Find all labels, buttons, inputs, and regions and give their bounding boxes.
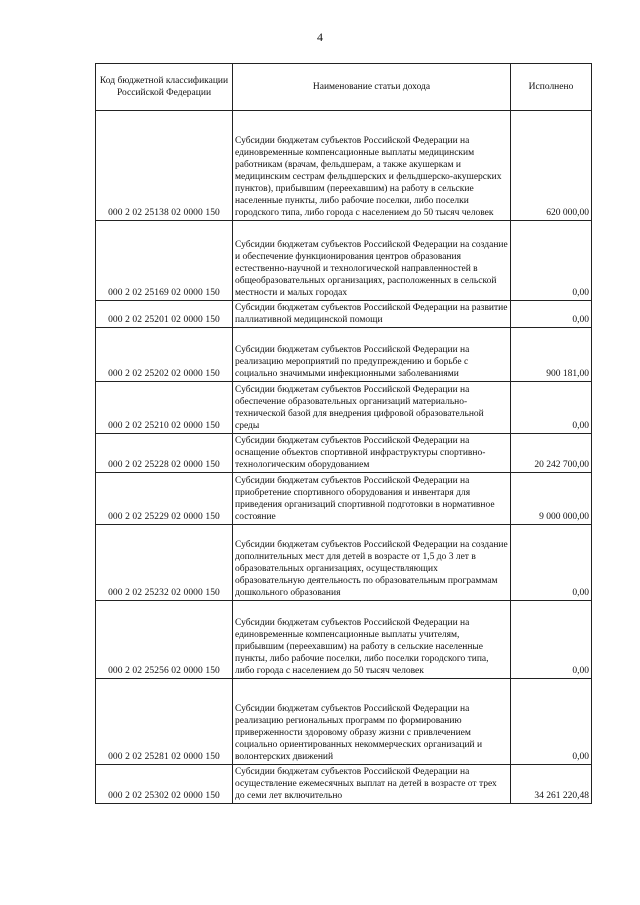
row-amount: 0,00 [511,301,592,328]
row-amount: 0,00 [511,221,592,301]
header-name: Наименование статьи дохода [233,64,511,111]
table-row [96,111,592,221]
row-amount: 0,00 [511,679,592,765]
row-name: Субсидии бюджетам субъектов Российской Федерации на реализацию мероприятий по предупреждению и борьбе с социально значимыми инфекционными заболеваниями [233,328,511,382]
table-row [96,328,592,382]
row-name: Субсидии бюджетам субъектов Российской Федерации на приобретение спортивного оборудования и инвентаря для приведения организаций спортивной подготовки в нормативное состояние [233,473,511,525]
row-code: 000 2 02 25202 02 0000 150 [96,328,233,382]
table-row [96,765,592,804]
row-code: 000 2 02 25138 02 0000 150 [96,111,233,221]
row-amount: 620 000,00 [511,111,592,221]
budget-income-table [95,63,592,804]
row-name: Субсидии бюджетам субъектов Российской Федерации на создание дополнительных мест для детей в возрасте от 1,5 до 3 лет в образовательных организациях, осуществляющих образовательную деятельность по образовательным программам дошкольного образования [233,525,511,601]
row-code: 000 2 02 25228 02 0000 150 [96,434,233,473]
table-row [96,434,592,473]
table-row [96,525,592,601]
page-number: 4 [317,30,323,44]
row-code: 000 2 02 25256 02 0000 150 [96,601,233,679]
row-code: 000 2 02 25201 02 0000 150 [96,301,233,328]
row-code: 000 2 02 25169 02 0000 150 [96,221,233,301]
table-row [96,473,592,525]
table-row [96,601,592,679]
row-name: Субсидии бюджетам субъектов Российской Федерации на обеспечение образовательных организаций материально-технической базой для внедрения цифровой образовательной среды [233,382,511,434]
row-name: Субсидии бюджетам субъектов Российской Федерации на осуществление ежемесячных выплат на детей в возрасте от трех до семи лет включительно [233,765,511,804]
row-code: 000 2 02 25229 02 0000 150 [96,473,233,525]
table-row [96,382,592,434]
row-amount: 0,00 [511,525,592,601]
header-amount: Исполнено [511,64,592,111]
row-amount: 34 261 220,48 [511,765,592,804]
row-code: 000 2 02 25210 02 0000 150 [96,382,233,434]
table-header-row [96,64,592,111]
row-amount: 9 000 000,00 [511,473,592,525]
row-amount: 20 242 700,00 [511,434,592,473]
row-name: Субсидии бюджетам субъектов Российской Федерации на единовременные компенсационные выплаты учителям, прибывшим (переехавшим) на работу в сельские населенные пункты, либо рабочие поселки, либо поселки городского типа, либо города с населением до 50 тысяч человек [233,601,511,679]
row-code: 000 2 02 25302 02 0000 150 [96,765,233,804]
row-name: Субсидии бюджетам субъектов Российской Федерации на реализацию региональных программ по формированию приверженности здоровому образу жизни с привлечением социально ориентированных некоммерческих организаций и волонтерских движений [233,679,511,765]
row-name: Субсидии бюджетам субъектов Российской Федерации на развитие паллиативной медицинской помощи [233,301,511,328]
row-amount: 900 181,00 [511,328,592,382]
header-code: Код бюджетной классификации Российской Федерации [96,64,233,111]
row-name: Субсидии бюджетам субъектов Российской Федерации на единовременные компенсационные выплаты медицинским работникам (врачам, фельдшерам, а также акушеркам и медицинским сестрам фельдшерских и фельдшерско-акушерских пунктов), прибывшим (переехавшим) на работу в сельские населенные пункты, либо рабочие поселки, либо поселки городского типа, либо города с населением до 50 тысяч человек [233,111,511,221]
table-row [96,301,592,328]
row-code: 000 2 02 25281 02 0000 150 [96,679,233,765]
row-amount: 0,00 [511,601,592,679]
row-name: Субсидии бюджетам субъектов Российской Федерации на оснащение объектов спортивной инфраструктуры спортивно-технологическим оборудованием [233,434,511,473]
row-amount: 0,00 [511,382,592,434]
row-name: Субсидии бюджетам субъектов Российской Федерации на создание и обеспечение функционирования центров образования естественно-научной и технологической направленностей в общеобразовательных организациях, расположенных в сельской местности и малых городах [233,221,511,301]
row-code: 000 2 02 25232 02 0000 150 [96,525,233,601]
table-row [96,679,592,765]
table-row [96,221,592,301]
